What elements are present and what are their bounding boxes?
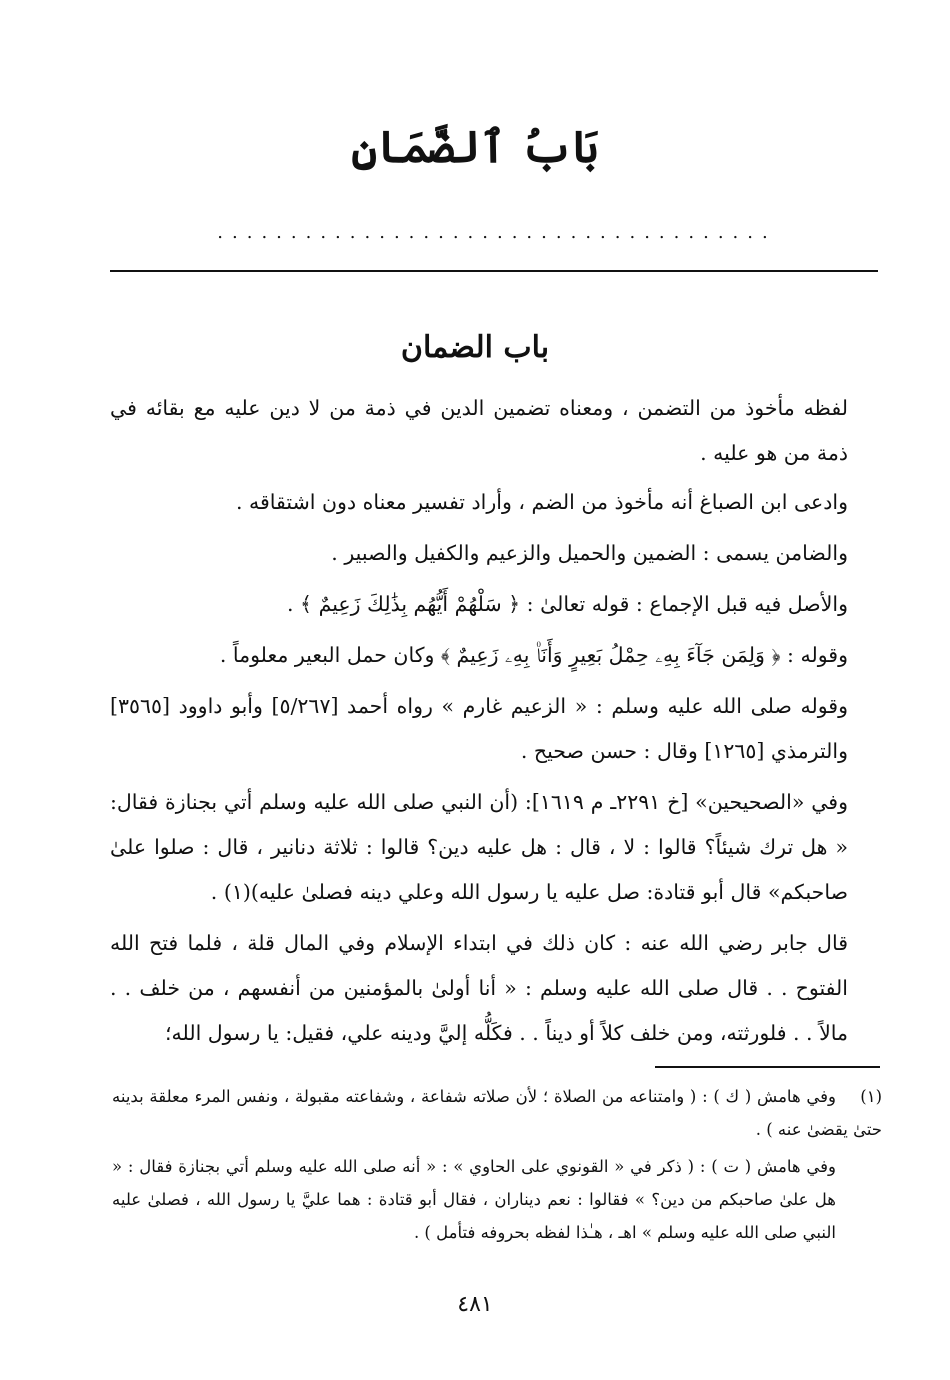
main-text xyxy=(110,386,848,1062)
paragraph-synonyms: والضامن يسمى : الضمين والحميل والزعيم والكفيل والصبير . xyxy=(331,541,848,565)
paragraph-sahihain: وفي «الصحيحين» [خ ٢٢٩١ـ م ١٦١٩]: (أن النبي صلى الله عليه وسلم أتي بجنازة فقال: « هل ترك شيئاً؟ قالوا : لا ، قال : هل عليه دين؟ قالوا : ثلاثة دنانير ، قال : صلوا علىٰ صاحبكم» قال أبو قتادة: صل عليه يا رسول الله وعلي دينه فصلىٰ عليه)(١) . xyxy=(110,790,849,904)
footnote-1 xyxy=(112,1080,882,1146)
footnotes xyxy=(112,1080,882,1253)
section-title: باب الضمان xyxy=(400,330,550,365)
dotted-separator: ...................................... xyxy=(217,222,777,243)
footnote-number: (١) xyxy=(860,1087,882,1106)
paragraph-quran-evidence-1: والأصل فيه قبل الإجماع : قوله تعالىٰ : ﴿ سَلْهُمْ أَيُّهُم بِذَٰلِكَ زَعِيمٌ ﴾ . xyxy=(287,592,848,616)
page-number: ٤٨١ xyxy=(457,1292,493,1317)
paragraph-definition: لفظه مأخوذ من التضمن ، ومعناه تضمين الدين في ذمة من لا دين عليه مع بقائه في ذمة من هو عليه . xyxy=(110,396,848,465)
chapter-title: بَابُ ٱلضَّمَانِ xyxy=(351,122,599,173)
footnote-rule xyxy=(655,1066,880,1068)
footnote-1-text: وفي هامش ( ك ) : ( وامتناعه من الصلاة ؛ لأن صلاته شفاعة ، وشفاعته مقبولة ، ونفس المرء معلقة بدينه حتىٰ يقضىٰ عنه ) . xyxy=(112,1087,882,1139)
paragraph-quran-evidence-2: وقوله : ﴿ وَلِمَن جَآءَ بِهِۦ حِمْلُ بَعِيرٍ وَأَنَا۠ بِهِۦ زَعِيمٌ ﴾ وكان حمل البعير معلوماً . xyxy=(219,643,848,667)
paragraph-hadith-zaim: وقوله صلى الله عليه وسلم : « الزعيم غارم » رواه أحمد [٥/٢٦٧] وأبو داوود [٣٥٦٥] والترمذي [١٢٦٥] وقال : حسن صحيح . xyxy=(110,694,848,763)
footnote-1-continuation: وفي هامش ( ت ) : ( ذكر في « القونوي على الحاوي » : « أنه صلى الله عليه وسلم أتي بجنازة فقال : « هل علىٰ صاحبكم من دين؟ » فقالوا : نعم ديناران ، فقال أبو قتادة : هما عليَّ يا رسول الله ، فصلىٰ عليه النبي صلى الله عليه وسلم » اهـ ، هـٰذا لفظه بحروفه فتأمل ) . xyxy=(112,1157,836,1242)
horizontal-rule xyxy=(110,270,878,272)
paragraph-ibn-al-sabbagh: وادعى ابن الصباغ أنه مأخوذ من الضم ، وأراد تفسير معناه دون اشتقاقه . xyxy=(235,490,848,514)
paragraph-jabir: قال جابر رضي الله عنه : كان ذلك في ابتداء الإسلام وفي المال قلة ، فلما فتح الله الفتوح . . قال صلى الله عليه وسلم : « أنا أولىٰ بالمؤمنين من أنفسهم ، من خلف . . مالاً . . فلورثته، ومن خلف كلاً أو ديناً . . فكَلُّه إليَّ ودينه علي، فقيل: يا رسول الله؛ xyxy=(110,931,848,1045)
